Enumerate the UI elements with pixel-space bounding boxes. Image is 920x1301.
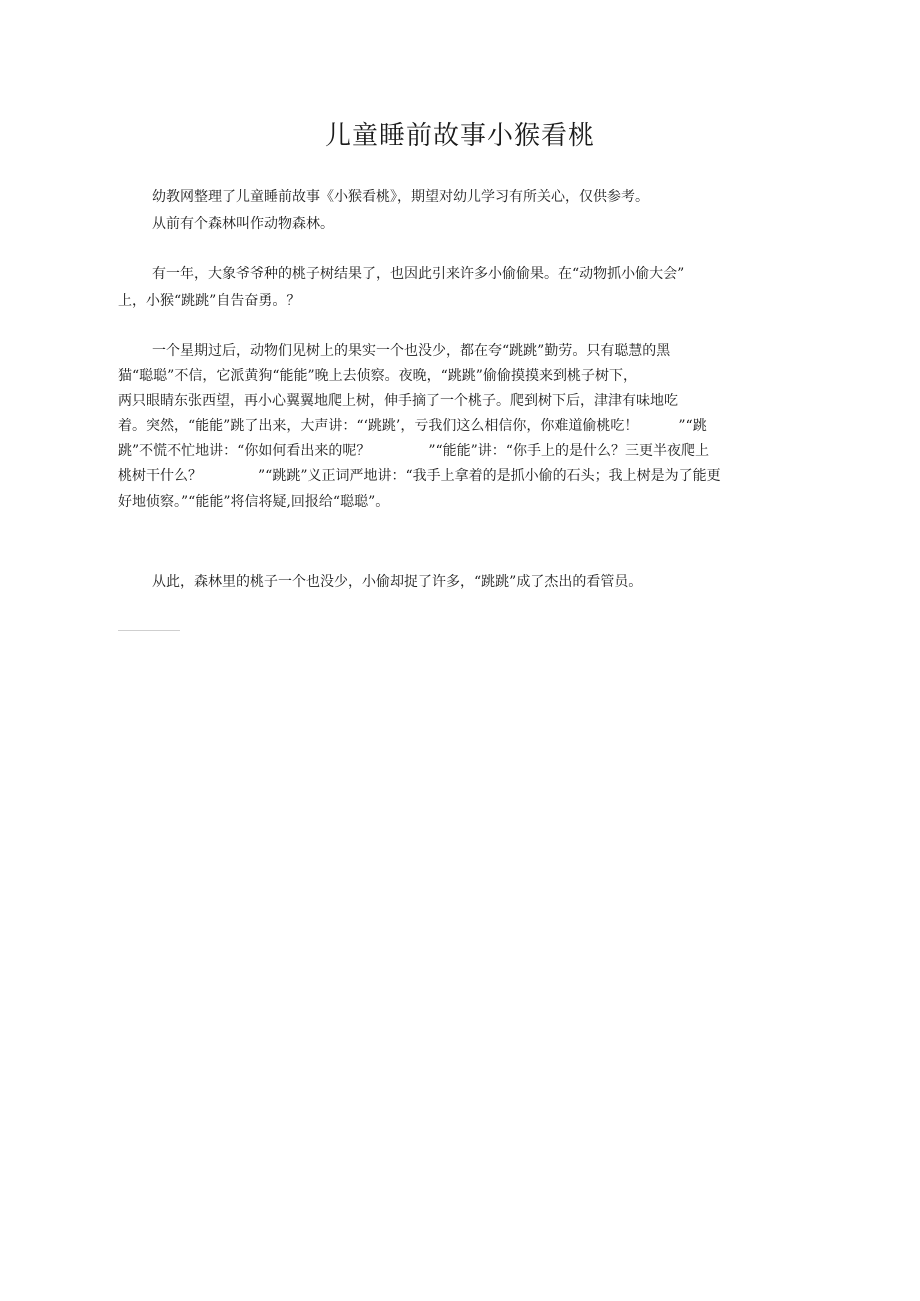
paragraph-2-line-6-text: 桃树干什么？ <box>118 468 202 484</box>
paragraph-2-line-1: 一个星期过后，动物们见树上的果实一个也没少，都在夸“跳跳”勤劳。只有聪慧的黑 <box>152 343 671 359</box>
paragraph-2-line-5-text: 跳”不慌不忙地讲：“你如何看出来的呢？ <box>118 443 371 459</box>
paragraph-2-line-5 <box>118 440 709 462</box>
paragraph-2-line-3: 两只眼睛东张西望，再小心翼翼地爬上树，伸手摘了一个桃子。爬到树下后，津津有味地吃 <box>118 393 678 409</box>
footer-rule <box>118 630 180 631</box>
intro-line-1: 幼教网整理了儿童睡前故事《小猴看桃》，期望对幼儿学习有所关心，仅供参考。 <box>152 189 649 205</box>
paragraph-2-line-6 <box>118 465 721 487</box>
paragraph-2-line-7: 好地侦察。”“能能”将信将疑,回报给“聪聪”。 <box>118 494 390 510</box>
paragraph-2-line-5-tail: ”“能能”讲：“你手上的是什么？三更半夜爬上 <box>428 443 709 459</box>
paragraph-2-line-2: 猫“聪聪”不信，它派黄狗“能能”晚上去侦察。夜晚，“跳跳”偷偷摸摸来到桃子树下， <box>118 368 637 384</box>
paragraph-1-line-2: 上，小猴“跳跳”自告奋勇。？ <box>118 293 301 309</box>
paragraph-2-line-4-tail: ”“跳 <box>678 418 707 434</box>
paragraph-3-line-1: 从此，森林里的桃子一个也没少，小偷却捉了许多，“跳跳”成了杰出的看管员。 <box>152 574 643 590</box>
paragraph-1-line-1: 有一年，大象爷爷种的桃子树结果了，也因此引来许多小偷偷果。在“动物抓小偷大会” <box>152 266 685 282</box>
paragraph-2-line-6-tail: ”“跳跳”义正词严地讲：“我手上拿着的是抓小偷的石头；我上树是为了能更 <box>258 468 721 484</box>
paragraph-2-line-4 <box>118 415 707 437</box>
page-title: 儿童睡前故事小猴看桃 <box>324 121 595 151</box>
intro-line-2: 从前有个森林叫作动物森林。 <box>152 216 334 232</box>
paragraph-2-line-4-text: 着。突然，“能能”跳了出来，大声讲：“‘跳跳’，亏我们这么相信你，你难道偷桃吃！ <box>118 418 639 434</box>
